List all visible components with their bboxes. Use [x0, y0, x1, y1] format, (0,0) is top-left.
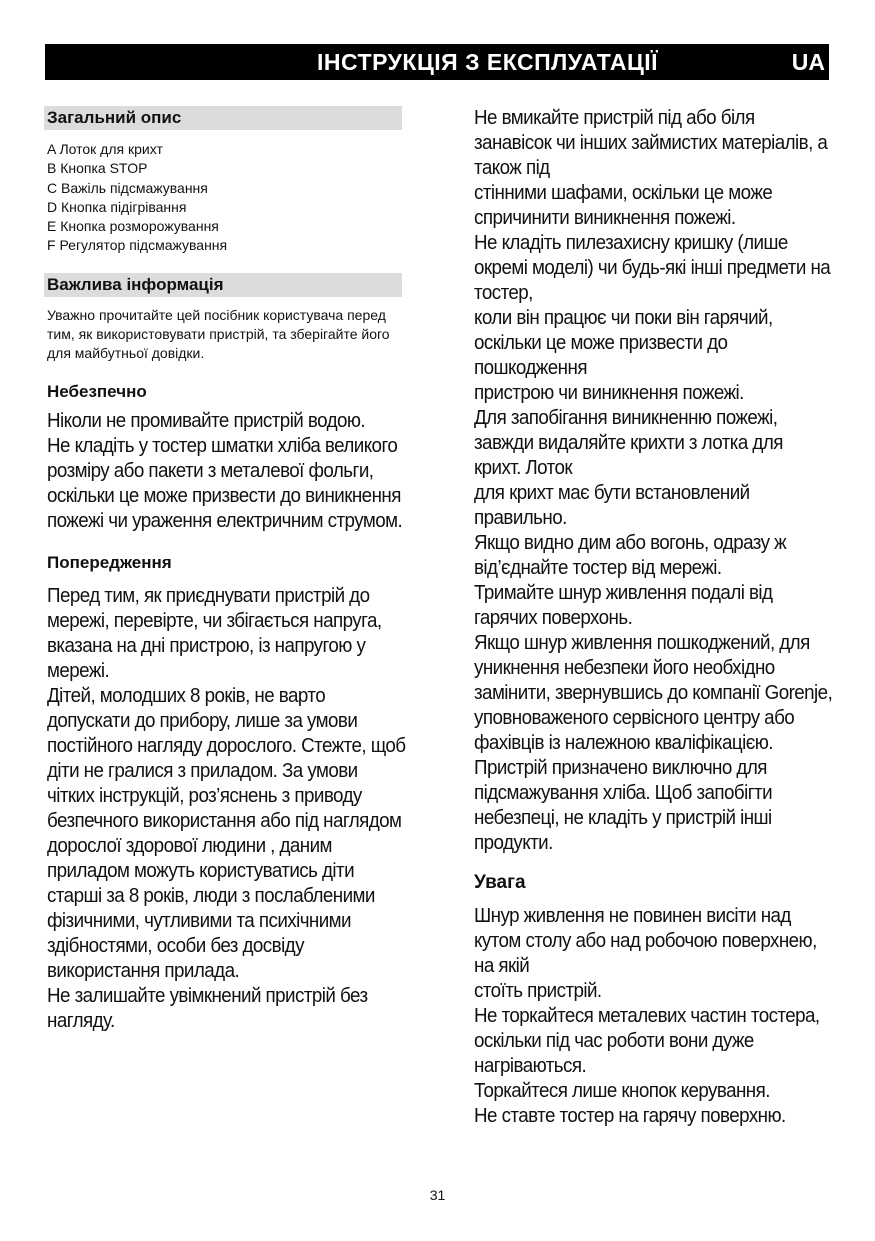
caution-paragraph: Не ставте тостер на гарячу поверхню.: [474, 1105, 786, 1127]
important-info-text: Уважно прочитайте цей посібник користувача перед тим, як використовувати пристрій, та зберігайте його для майбутньої довідки.: [47, 306, 390, 362]
safety-paragraph: Пристрій призначено виключно для підсмажування хліба. Щоб запобігти небезпеці, не кладіть у пристрій інші продукти.: [474, 757, 773, 854]
safety-paragraph: Не вмикайте пристрій під або біля занавісок чи інших займистих матеріалів, а також під: [474, 107, 828, 179]
right-column: [474, 106, 834, 1129]
safety-paragraph: стінними шафами, оскільки це може спричинити виникнення пожежі.: [474, 182, 773, 229]
warning-heading: Попередження: [47, 552, 172, 572]
caution-paragraph: Не торкайтеся металевих частин тостера, оскільки під час роботи вони дуже нагріваються.: [474, 1005, 820, 1077]
safety-paragraph: Для запобігання виникненню пожежі, завжди видаляйте крихти з лотка для крихт. Лоток: [474, 407, 783, 479]
part-item: A Лоток для крихт: [47, 141, 163, 157]
safety-paragraph: Якщо шнур живлення пошкоджений, для уникнення небезпеки його необхідно замінити, звернувшись до компанії Gorenje, уповноваженого сервісного центру або фахівців із належною кваліфікацією.: [474, 632, 833, 754]
part-item: F Регулятор підсмажування: [47, 237, 228, 254]
page-number: 31: [429, 1187, 446, 1203]
safety-paragraph: пристрою чи виникнення пожежі.: [474, 382, 744, 404]
parts-list: [47, 140, 407, 256]
safety-paragraph: Якщо видно дим або вогонь, одразу ж від’єднайте тостер від мережі.: [474, 532, 787, 579]
important-info-heading: Важлива інформація: [44, 273, 402, 297]
part-item: E Кнопка розморожування: [47, 218, 219, 235]
part-item: B Кнопка STOP: [47, 160, 148, 177]
page-title: ІНСТРУКЦІЯ З ЕКСПЛУАТАЦІЇ: [317, 49, 659, 75]
warning-paragraph: Перед тим, як приєднувати пристрій до мережі, перевірте, чи збігається напруга, вказана на дні пристрою, із напругою у мережі.: [47, 584, 382, 682]
safety-paragraph: Тримайте шнур живлення подалі від гарячих поверхонь.: [474, 582, 773, 629]
danger-paragraph: Не кладіть у тостер шматки хліба великого розміру або пакети з металевої фольги,: [47, 434, 398, 482]
caution-paragraph: стоїть пристрій.: [474, 980, 602, 1002]
left-column: [47, 106, 407, 1034]
safety-text: [474, 106, 834, 856]
header-bar: [45, 44, 829, 80]
general-description-heading: Загальний опис: [44, 106, 402, 130]
part-item: D Кнопка підігрівання: [47, 198, 187, 215]
warning-text: [47, 584, 407, 1034]
danger-paragraph: оскільки це може призвести до виникнення пожежі чи ураження електричним струмом.: [47, 484, 403, 532]
danger-text: [47, 409, 407, 534]
safety-paragraph: Не кладіть пилезахисну кришку (лише окремі моделі) чи будь-які інші предмети на тостер,: [474, 232, 831, 304]
safety-paragraph: для крихт має бути встановлений правильно.: [474, 482, 750, 529]
part-item: C Важіль підсмажування: [47, 179, 208, 196]
caution-paragraph: Шнур живлення не повинен висіти над кутом столу або над робочою поверхнею, на якій: [474, 905, 817, 977]
language-code: UA: [791, 49, 825, 75]
warning-paragraph: Не залишайте увімкнений пристрій без нагляду.: [47, 984, 368, 1032]
caution-text: [474, 904, 834, 1129]
danger-paragraph: Ніколи не промивайте пристрій водою.: [47, 409, 366, 432]
safety-paragraph: коли він працює чи поки він гарячий, оскільки це може призвести до пошкодження: [474, 307, 773, 379]
caution-heading: Увага: [474, 872, 526, 893]
caution-paragraph: Торкайтеся лише кнопок керування.: [474, 1080, 770, 1102]
danger-heading: Небезпечно: [47, 381, 147, 401]
warning-paragraph: Дітей, молодших 8 років, не варто допускати до прибору, лише за умови постійного нагляду дорослого. Стежте, щоб діти не гралися з приладом. За умови чітких інструкцій, роз’яснень з приводу безпечного використання або під наглядом дорослої здорової людини , даним приладом можуть користуватись діти старші за 8 років, люди з послабленими фізичними, чутливими та психічними здібностями, особи без досвіду використання прилада.: [47, 684, 406, 982]
